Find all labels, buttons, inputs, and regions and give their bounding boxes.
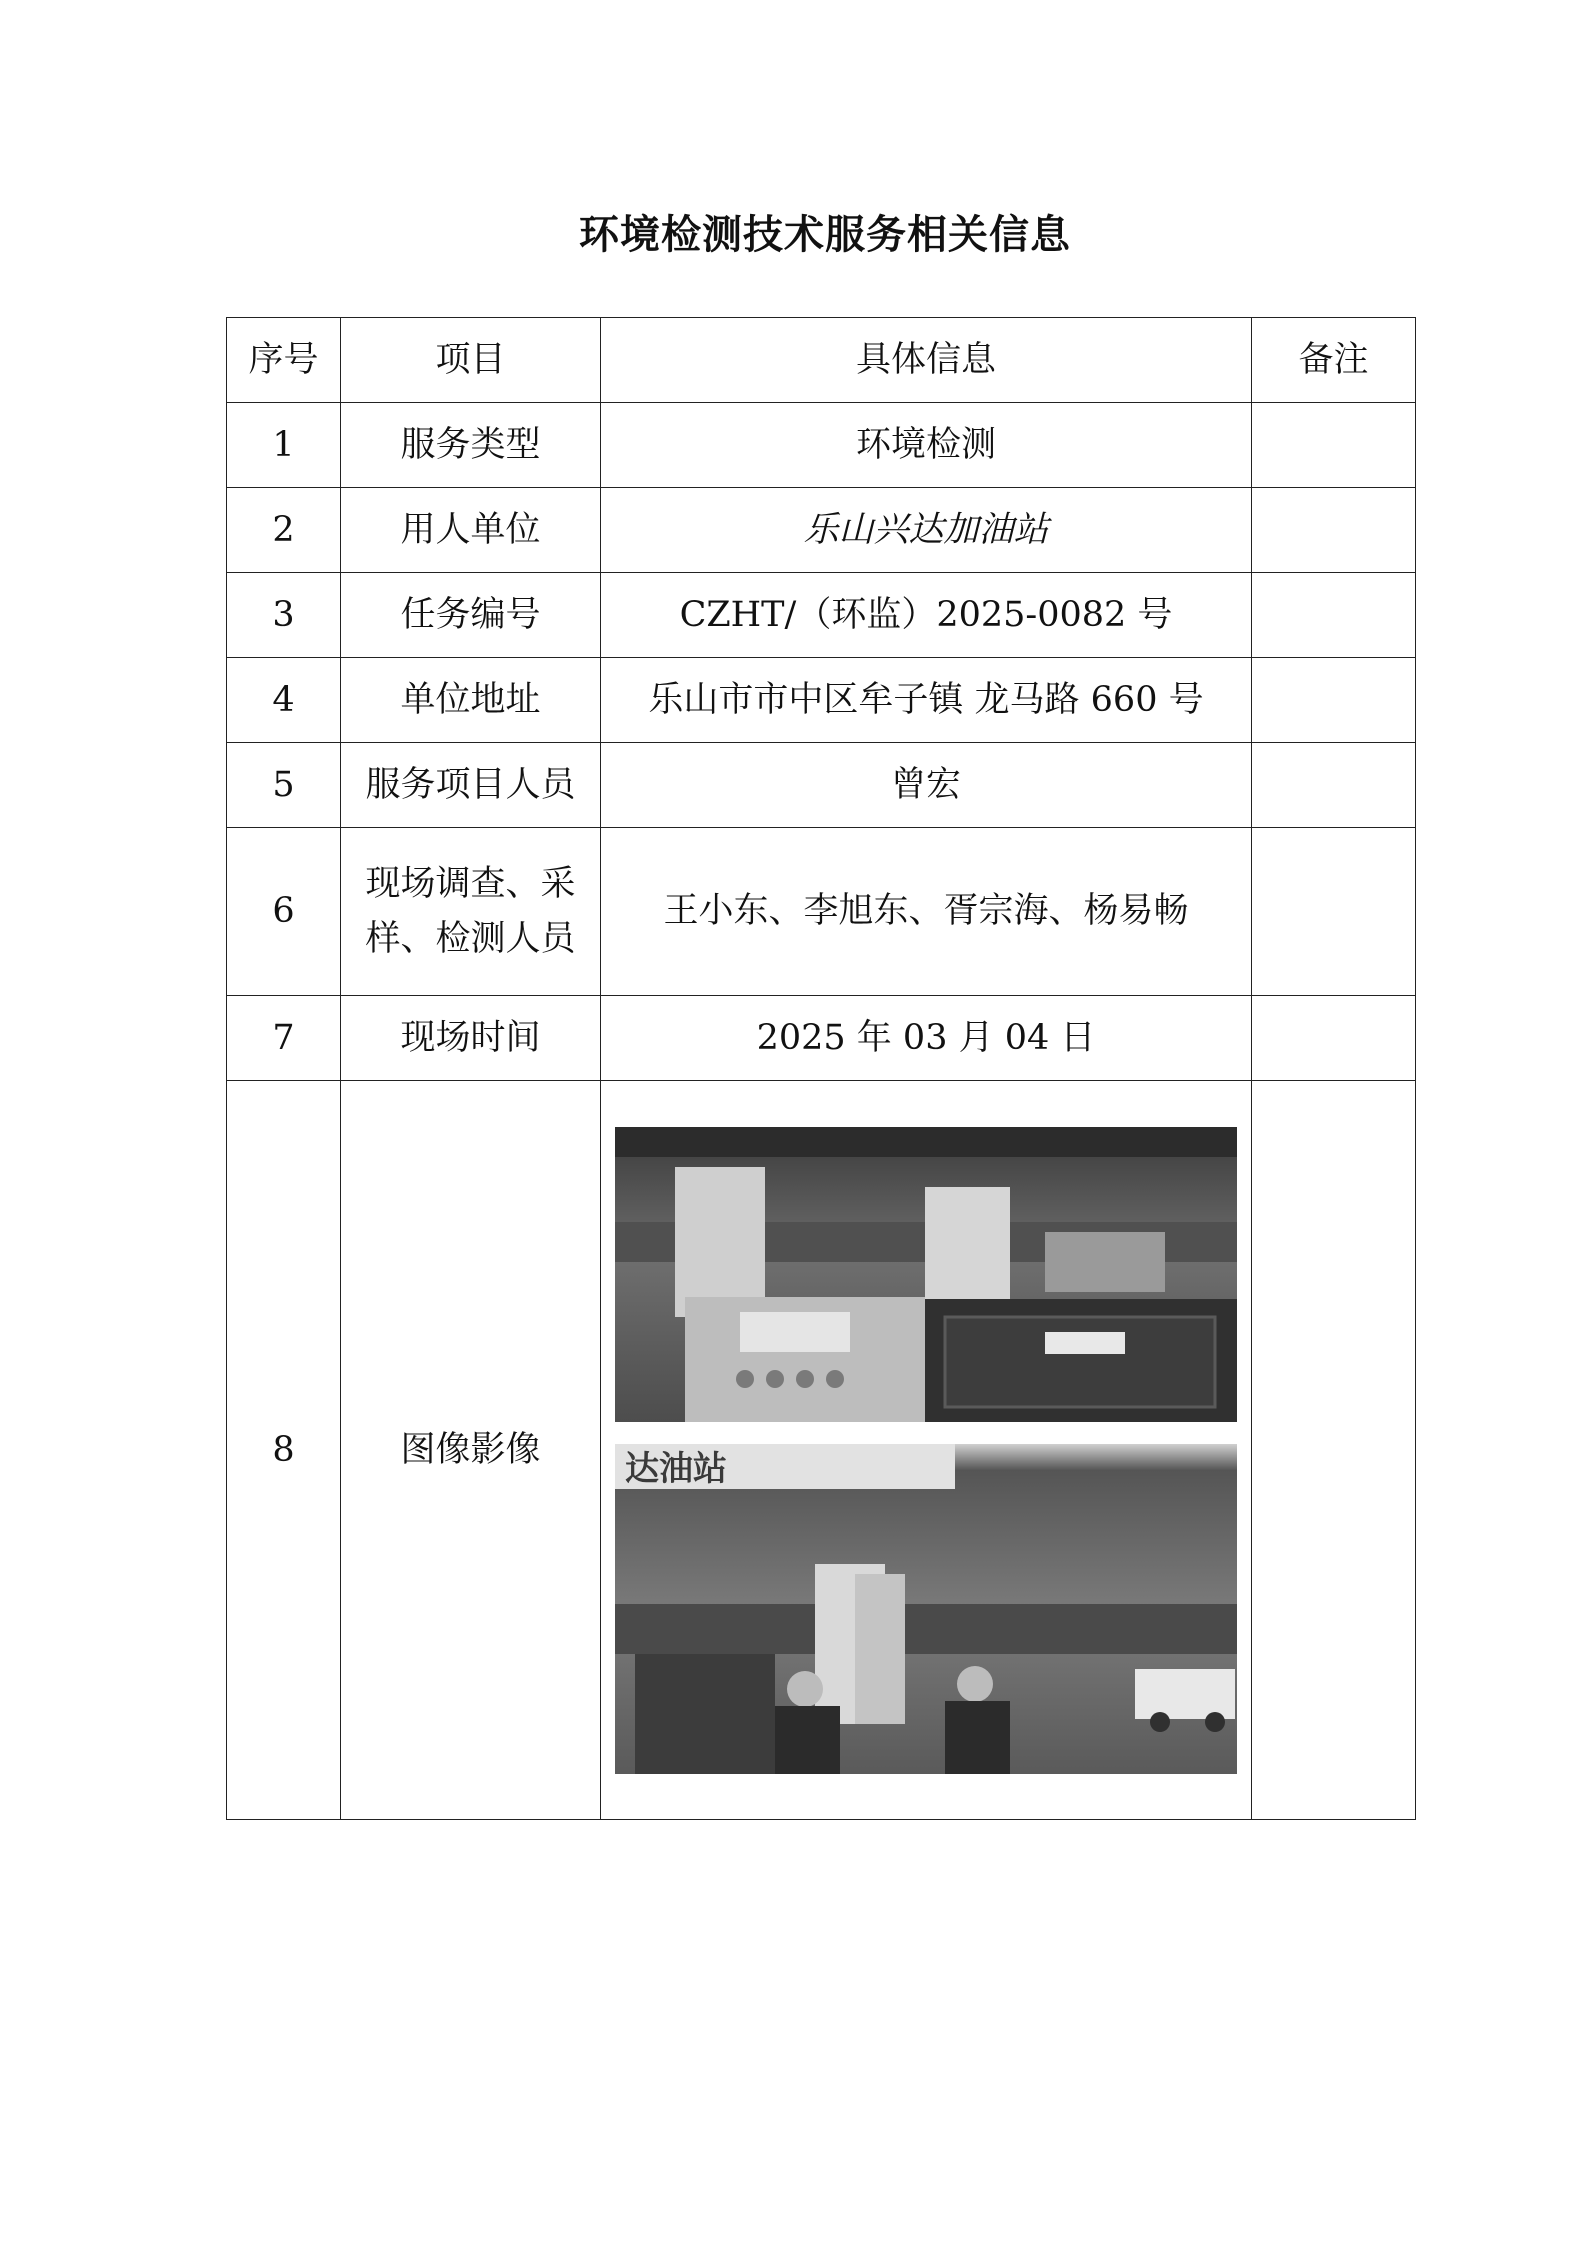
row-note [1252, 573, 1416, 658]
site-photo-equipment-image [615, 1127, 1237, 1422]
row-item: 任务编号 [341, 573, 601, 658]
row-item: 图像影像 [341, 1081, 601, 1820]
row-info: 乐山市市中区牟子镇 龙马路 660 号 [601, 658, 1252, 743]
row-note [1252, 658, 1416, 743]
header-item: 项目 [341, 318, 601, 403]
row-info: 王小东、李旭东、胥宗海、杨易畅 [601, 828, 1252, 996]
row-seq: 8 [227, 1081, 341, 1820]
table-row [227, 403, 1416, 488]
header-note: 备注 [1252, 318, 1416, 403]
table-row [227, 996, 1416, 1081]
row-item-line2: 样、检测人员 [365, 918, 576, 959]
row-seq: 4 [227, 658, 341, 743]
table-row [227, 488, 1416, 573]
table-row [227, 658, 1416, 743]
row-seq: 6 [227, 828, 341, 996]
row-info: 曾宏 [601, 743, 1252, 828]
row-seq: 1 [227, 403, 341, 488]
info-table [226, 317, 1416, 1820]
row-item [341, 828, 601, 996]
row-item: 服务类型 [341, 403, 601, 488]
row-item-line1: 现场调查、采 [365, 864, 576, 905]
row-info: 乐山兴达加油站 [601, 488, 1252, 573]
photo-group [607, 1127, 1245, 1774]
row-info: CZHT/（环监）2025-0082 号 [601, 573, 1252, 658]
row-info: 2025 年 03 月 04 日 [601, 996, 1252, 1081]
row-note [1252, 743, 1416, 828]
table-header-row [227, 318, 1416, 403]
table-row [227, 1081, 1416, 1820]
document-title: 环境检测技术服务相关信息 [579, 211, 1071, 258]
row-note [1252, 828, 1416, 996]
row-seq: 7 [227, 996, 341, 1081]
row-seq: 5 [227, 743, 341, 828]
table-row [227, 828, 1416, 996]
photo2-sign-text: 达油站 [625, 1448, 727, 1489]
site-photo-equipment [615, 1127, 1237, 1422]
row-info: 环境检测 [601, 403, 1252, 488]
row-seq: 3 [227, 573, 341, 658]
site-photo-station-image [615, 1444, 1237, 1774]
row-note [1252, 996, 1416, 1081]
row-item: 现场时间 [341, 996, 601, 1081]
row-note [1252, 1081, 1416, 1820]
header-seq: 序号 [227, 318, 341, 403]
row-item: 单位地址 [341, 658, 601, 743]
row-item: 用人单位 [341, 488, 601, 573]
row-seq: 2 [227, 488, 341, 573]
row-info-photos [601, 1081, 1252, 1820]
row-note [1252, 488, 1416, 573]
table-row [227, 743, 1416, 828]
site-photo-station [615, 1444, 1237, 1774]
row-note [1252, 403, 1416, 488]
header-info: 具体信息 [601, 318, 1252, 403]
row-item: 服务项目人员 [341, 743, 601, 828]
table-row [227, 573, 1416, 658]
